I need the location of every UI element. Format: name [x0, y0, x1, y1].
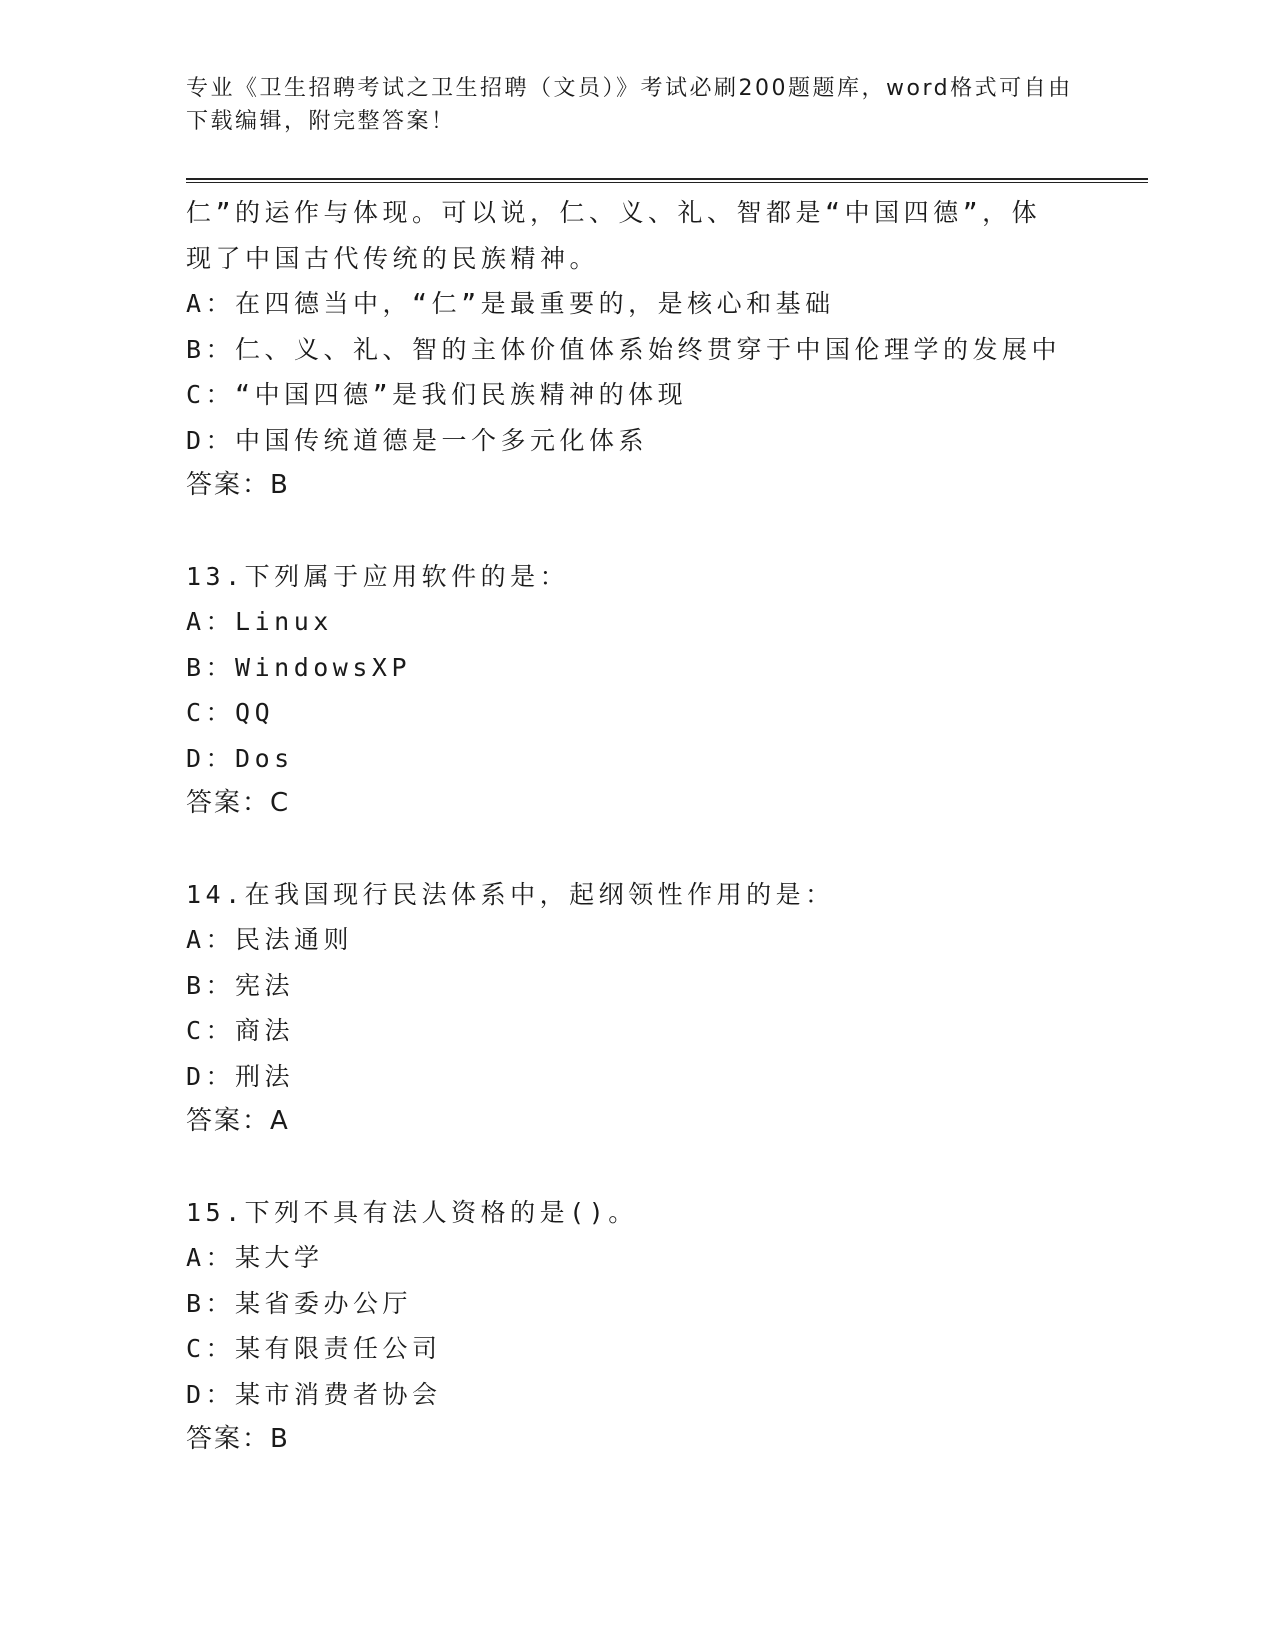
question-14	[186, 872, 1086, 1145]
answer-line: 答案：B	[186, 470, 290, 500]
question-13	[186, 554, 1086, 827]
page-header: 专业《卫生招聘考试之卫生招聘（文员）》考试必刷200题题库，word格式可自由下载编辑，附完整答案！	[186, 76, 1073, 134]
option-c: C：某有限责任公司	[186, 1334, 442, 1363]
question-12-continued	[186, 190, 1086, 509]
question-text-line: 仁”的运作与体现。可以说，仁、义、礼、智都是“中国四德”，体	[186, 198, 1042, 227]
option-c: C：商法	[186, 1016, 295, 1045]
option-a: A：Linux	[186, 607, 333, 636]
question-stem: 14.在我国现行民法体系中，起纲领性作用的是：	[186, 879, 835, 909]
header-divider	[186, 178, 1148, 183]
option-a: A：民法通则	[186, 925, 354, 954]
answer-line: 答案：C	[186, 788, 291, 818]
option-d: D：刑法	[186, 1061, 295, 1091]
question-stem: 15.下列不具有法人资格的是()。	[186, 1197, 638, 1227]
question-15	[186, 1190, 1086, 1463]
option-b: B：宪法	[186, 970, 295, 1000]
option-d: D：Dos	[186, 743, 294, 773]
question-stem: 13.下列属于应用软件的是：	[186, 561, 570, 591]
option-c: C：“中国四德”是我们民族精神的体现	[186, 380, 688, 409]
option-d: D：某市消费者协会	[186, 1379, 442, 1409]
option-b: B：WindowsXP	[186, 652, 412, 682]
answer-line: 答案：A	[186, 1106, 290, 1136]
option-a: A：某大学	[186, 1243, 324, 1272]
option-c: C：QQ	[186, 698, 275, 727]
document-body	[186, 190, 1086, 1463]
option-b: B：某省委办公厅	[186, 1288, 413, 1318]
option-a: A：在四德当中，“仁”是最重要的，是核心和基础	[186, 289, 835, 318]
option-b: B：仁、义、礼、智的主体价值体系始终贯穿于中国伦理学的发展中	[186, 334, 1062, 364]
option-d: D：中国传统道德是一个多元化体系	[186, 425, 649, 455]
answer-line: 答案：B	[186, 1424, 290, 1454]
question-text-line: 现了中国古代传统的民族精神。	[186, 243, 600, 273]
